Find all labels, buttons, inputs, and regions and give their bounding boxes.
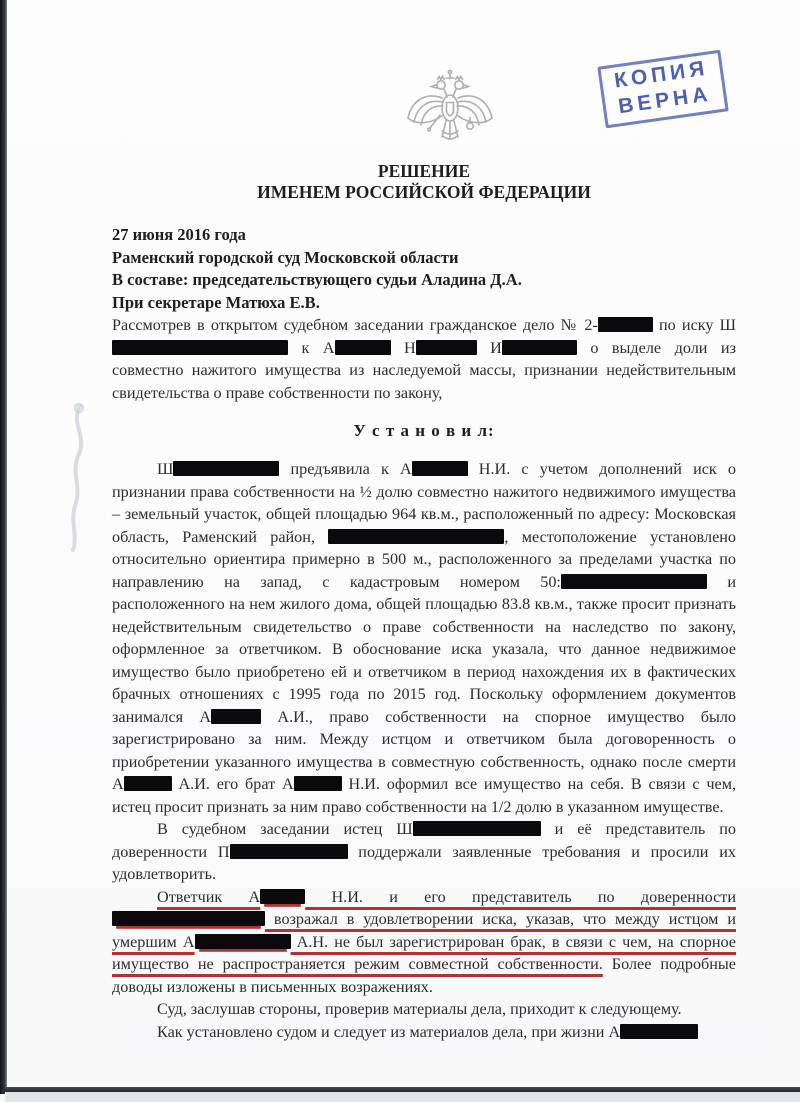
section-heading-ustanovil: У с т а н о в и л:: [353, 421, 495, 440]
redaction-bar: [412, 461, 468, 476]
stamp-line-2: ВЕРНА: [616, 82, 713, 119]
redaction-bar: [561, 574, 707, 589]
redaction-bar: [502, 340, 577, 355]
case-header: [112, 224, 736, 314]
redaction-bar: [124, 776, 172, 791]
title-block: [112, 161, 736, 203]
russia-coat-of-arms-icon: [389, 68, 511, 152]
redaction-bar: [328, 529, 504, 544]
court-name: Раменский городской суд Московской области: [112, 247, 459, 267]
redaction-bar: [173, 461, 279, 476]
redaction-bar: [335, 340, 391, 355]
redaction-bar: [416, 340, 477, 355]
redaction-bar: [598, 317, 653, 332]
paragraph-court-heard: Суд, заслушав стороны, проверив материалы дела, приходит к следующему.: [157, 1000, 682, 1018]
paragraph-respondent: [112, 886, 736, 999]
red-underlined-passage: Ответчик А Н.И. и его представитель по доверенности возражал в удовлетворении иска, указав, что между истцом и умершим А А.Н. не был зарегистрирован брак, в связи с чем, на спорное имущество не распространяется режим совместной собственности.: [112, 887, 737, 973]
scan-edge-below: [5, 1092, 800, 1102]
redaction-bar: [413, 821, 541, 836]
document-subtitle: ИМЕНЕМ РОССИЙСКОЙ ФЕДЕРАЦИИ: [257, 182, 591, 202]
redaction-bar: [195, 934, 291, 949]
emblem-container: [138, 68, 762, 157]
scan-edge-left: [0, 0, 7, 1094]
document-title: РЕШЕНИЕ: [377, 161, 471, 181]
respondent-passage-rest: Более подробные доводы изложены в письменных возражениях.: [112, 955, 736, 996]
redaction-bar: [230, 844, 348, 859]
court-secretary: При секретаре Матюха Е.В.: [112, 292, 320, 312]
redaction-bar: [211, 709, 261, 724]
redaction-bar: [294, 776, 342, 791]
redaction-bar: [112, 911, 265, 926]
redaction-bar: [260, 889, 305, 904]
presiding-judge: В составе: председательствующего судьи Аладина Д.А.: [112, 270, 522, 289]
paragraph-established: Как установлено судом и следует из материалов дела, при жизни А: [112, 1021, 736, 1044]
redaction-bar: [620, 1024, 698, 1039]
paragraph-plaintiff: В судебном заседании истец Ш и её представитель по доверенности П поддержали заявленные требования и просили их удовлетворить.: [112, 820, 736, 883]
stamp-line-1: КОПИЯ: [612, 56, 710, 93]
document-content: [112, 0, 736, 1043]
margin-scratch-mark: [46, 398, 110, 563]
paragraph-case-intro: Рассмотрев в открытом судебном заседании гражданское дело № 2- по иску Ш к А Н И о выделе доли из совместно нажитого имущества из наследуемой массы, признании недействительным свидетельства о праве собственности по закону,: [112, 316, 736, 402]
paragraph-claim: Ш предъявила к А Н.И. с учетом дополнений иск о признании права собственности на ½ долю совместно нажитого недвижимого имущества – земельный участок, общей площадью 964 кв.м., расположенный по адресу: Московская область, Раменский район, , местоположение установлено относительно ориентира примерно в 500 м., расположенного за пределами участка по направлению на запад, с кадастровым номером 50: и расположенного на нем жилого дома, общей площадью 83.8 кв.м., также просит признать недействительным свидетельство о праве собственности на наследство по закону, оформленное за ответчиком. В обоснование иска указала, что данное недвижимое имущество было приобретено ей и ответчиком в период нахождения их в фактических брачных отношениях с 1995 года по 2015 год. Поскольку оформлением документов занимался А А.И., право собственности на спорное имущество было зарегистрировано за ним. Между истцом и ответчиком была договоренность о приобретении указанного имущества в совместную собственность, однако после смерти А А.И. его брат А Н.И. оформил все имущество на себя. В связи с чем, истец просит признать за ним право собственности на 1/2 долю в указанном имуществе.: [112, 460, 737, 816]
redaction-bar: [112, 340, 288, 355]
decision-date: 27 июня 2016 года: [112, 225, 246, 244]
